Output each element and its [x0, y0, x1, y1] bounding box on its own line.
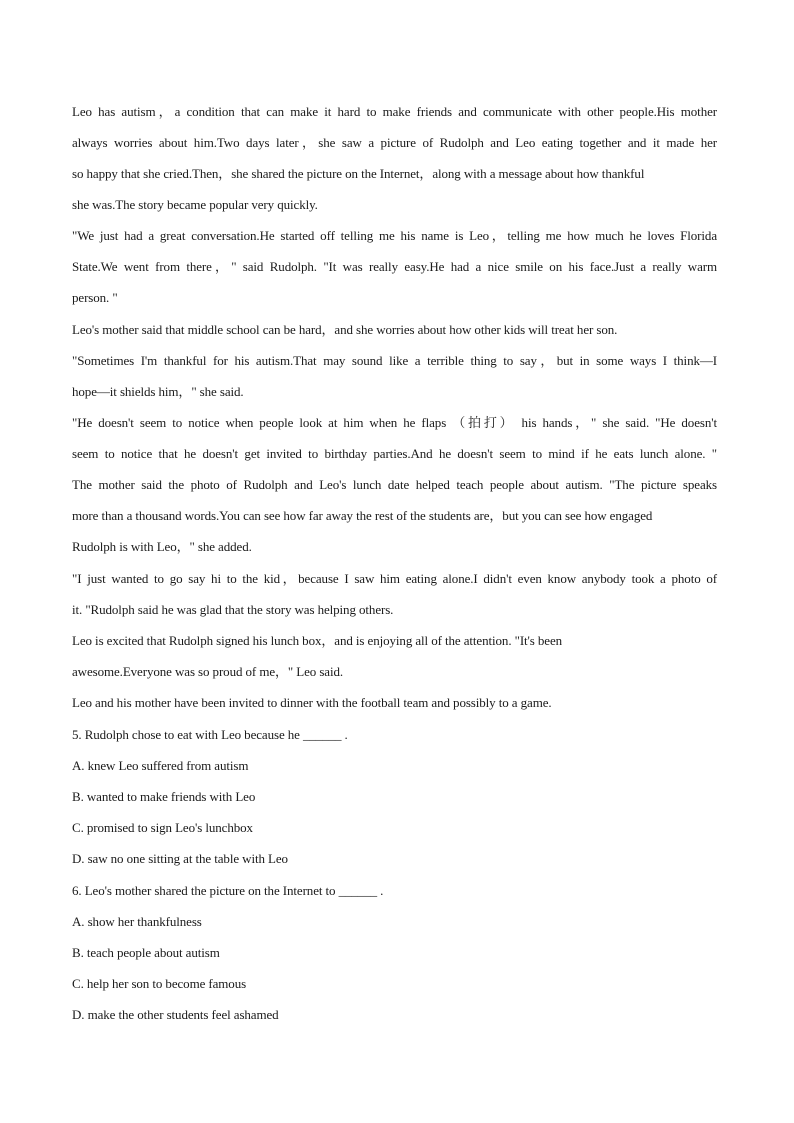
answer-option: C. help her son to become famous — [72, 976, 247, 991]
answer-option: B. teach people about autism — [72, 945, 220, 960]
passage-line: awesome.Everyone was so proud of me，" Leo said. — [72, 664, 344, 679]
passage-line: so happy that she cried.Then，she shared the picture on the Internet，along with a message about how thankful — [72, 166, 645, 181]
answer-option: A. knew Leo suffered from autism — [72, 758, 249, 773]
question-stem: 6. Leo's mother shared the picture on the Internet to ______ . — [72, 883, 384, 898]
answer-option: B. wanted to make friends with Leo — [72, 789, 256, 804]
passage-line: always worries about him.Two days later，she saw a picture of Rudolph and Leo eating together and it made her — [72, 135, 717, 150]
passage-line: "Sometimes I'm thankful for his autism.That may sound like a terrible thing to say，but in some ways I think—I — [72, 353, 717, 368]
answer-option: C. promised to sign Leo's lunchbox — [72, 820, 253, 835]
passage-line: hope—it shields him，" she said. — [72, 384, 244, 399]
passage-line: "He doesn't seem to notice when people look at him when he flaps （拍打） his hands，" she said. "He doesn't — [72, 415, 717, 430]
passage-line: it. "Rudolph said he was glad that the story was helping others. — [72, 602, 394, 617]
passage-line: "I just wanted to go say hi to the kid，because I saw him eating alone.I didn't even know anybody took a photo of — [72, 571, 717, 586]
passage-line: Leo and his mother have been invited to dinner with the football team and possibly to a game. — [72, 695, 552, 710]
passage-line: more than a thousand words.You can see how far away the rest of the students are，but you can see how engaged — [72, 508, 653, 523]
passage-line: Leo's mother said that middle school can be hard，and she worries about how other kids will treat her son. — [72, 322, 618, 337]
answer-option: D. make the other students feel ashamed — [72, 1007, 279, 1022]
answer-option: A. show her thankfulness — [72, 914, 202, 929]
question-stem: 5. Rudolph chose to eat with Leo because he ______ . — [72, 727, 348, 742]
passage-line: she was.The story became popular very quickly. — [72, 197, 318, 212]
passage-line: Rudolph is with Leo，" she added. — [72, 539, 252, 554]
passage-line: person. " — [72, 290, 118, 305]
passage-line: "We just had a great conversation.He started off telling me his name is Leo，telling me how much he loves Florida — [72, 228, 717, 243]
passage-line: Leo has autism，a condition that can make it hard to make friends and communicate with other people.His mother — [72, 104, 717, 119]
answer-option: D. saw no one sitting at the table with Leo — [72, 851, 288, 866]
passage-line: State.We went from there，" said Rudolph. "It was really easy.He had a nice smile on his face.Just a really warm — [72, 259, 717, 274]
passage-line: seem to notice that he doesn't get invited to birthday parties.And he doesn't seem to mind if he eats lunch alone. " — [72, 446, 717, 461]
passage-line: Leo is excited that Rudolph signed his lunch box，and is enjoying all of the attention. "It's been — [72, 633, 563, 648]
passage-line: The mother said the photo of Rudolph and Leo's lunch date helped teach people about autism. "The picture speaks — [72, 477, 717, 492]
